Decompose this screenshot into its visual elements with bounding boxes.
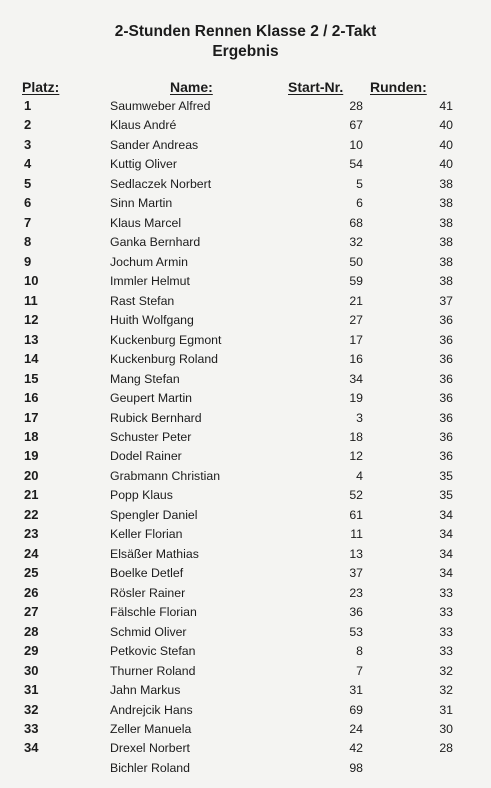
cell-start-nr: 52 [349, 488, 363, 503]
cell-start-nr: 4 [356, 468, 363, 483]
table-row [0, 154, 491, 173]
table-row [0, 700, 491, 719]
cell-platz: 16 [24, 390, 39, 406]
table-row [0, 174, 491, 193]
cell-start-nr: 27 [349, 313, 363, 328]
cell-runden: 34 [439, 527, 453, 542]
cell-start-nr: 69 [349, 702, 363, 717]
cell-platz: 23 [24, 526, 39, 542]
table-row [0, 232, 491, 251]
cell-name: Grabmann Christian [110, 468, 221, 483]
cell-runden: 38 [439, 274, 453, 289]
cell-name: Bichler Roland [110, 760, 190, 775]
cell-name: Schuster Peter [110, 429, 192, 444]
cell-start-nr: 34 [349, 371, 363, 386]
cell-name: Klaus André [110, 118, 177, 133]
cell-runden: 36 [439, 332, 453, 347]
cell-start-nr: 53 [349, 624, 363, 639]
table-row [0, 213, 491, 232]
cell-name: Rast Stefan [110, 293, 175, 308]
table-row [0, 291, 491, 310]
cell-start-nr: 18 [349, 429, 363, 444]
cell-name: Rubick Bernhard [110, 410, 202, 425]
cell-platz: 6 [24, 195, 32, 211]
cell-name: Drexel Norbert [110, 741, 190, 756]
cell-start-nr: 16 [349, 352, 363, 367]
header-start-nr: Start-Nr. [288, 79, 344, 95]
cell-start-nr: 5 [356, 176, 363, 191]
cell-runden: 36 [439, 391, 453, 406]
table-row [0, 466, 491, 485]
cell-name: Schmid Oliver [110, 624, 187, 639]
cell-runden: 28 [439, 741, 453, 756]
table-row [0, 641, 491, 660]
cell-start-nr: 6 [356, 196, 363, 211]
cell-platz: 10 [24, 273, 39, 289]
cell-runden: 36 [439, 429, 453, 444]
table-row [0, 680, 491, 699]
cell-name: Spengler Daniel [110, 507, 198, 522]
cell-start-nr: 8 [356, 644, 363, 659]
cell-platz: 7 [24, 214, 32, 230]
cell-runden: 38 [439, 176, 453, 191]
table-row [0, 661, 491, 680]
cell-platz: 34 [24, 740, 39, 756]
table-row [0, 524, 491, 543]
results-table [0, 96, 491, 777]
cell-name: Kuckenburg Egmont [110, 332, 222, 347]
cell-runden: 35 [439, 488, 453, 503]
cell-platz: 28 [24, 623, 39, 639]
cell-name: Klaus Marcel [110, 215, 182, 230]
cell-start-nr: 32 [349, 235, 363, 250]
cell-name: Dodel Rainer [110, 449, 182, 464]
cell-start-nr: 19 [349, 391, 363, 406]
cell-platz: 31 [24, 682, 39, 698]
cell-platz: 18 [24, 428, 39, 444]
cell-name: Ganka Bernhard [110, 235, 201, 250]
cell-start-nr: 28 [349, 99, 363, 113]
cell-platz: 3 [24, 136, 32, 152]
cell-runden: 30 [439, 722, 453, 736]
cell-name: Popp Klaus [110, 488, 173, 503]
table-row [0, 388, 491, 407]
cell-runden: 38 [439, 215, 453, 230]
cell-name: Geupert Martin [110, 391, 193, 406]
cell-name: Keller Florian [110, 527, 183, 542]
table-row [0, 369, 491, 388]
table-row [0, 758, 491, 777]
table-row [0, 330, 491, 349]
cell-runden: 41 [439, 99, 453, 113]
cell-start-nr: 10 [349, 137, 363, 152]
cell-platz: 11 [24, 292, 38, 308]
cell-runden: 33 [439, 624, 453, 639]
cell-platz: 17 [24, 409, 39, 425]
table-row [0, 310, 491, 329]
cell-start-nr: 37 [349, 566, 363, 581]
cell-name: Petkovic Stefan [110, 644, 196, 659]
table-row [0, 193, 491, 212]
table-row [0, 583, 491, 602]
cell-name: Fälschle Florian [110, 605, 197, 620]
cell-platz: 27 [24, 604, 39, 620]
cell-start-nr: 68 [349, 215, 363, 230]
table-row [0, 408, 491, 427]
cell-platz: 33 [24, 721, 39, 736]
cell-runden: 37 [439, 293, 453, 308]
cell-runden: 35 [439, 468, 453, 483]
header-platz: Platz: [22, 79, 60, 95]
document-title: 2-Stunden Rennen Klasse 2 / 2-Takt [114, 23, 377, 40]
cell-start-nr: 12 [349, 449, 363, 464]
cell-start-nr: 59 [349, 274, 363, 289]
cell-platz: 2 [24, 117, 32, 133]
cell-runden: 38 [439, 196, 453, 211]
cell-name: Jochum Armin [110, 254, 188, 269]
cell-start-nr: 42 [349, 741, 363, 756]
cell-platz: 12 [24, 312, 39, 328]
cell-name: Jahn Markus [110, 683, 181, 698]
cell-start-nr: 11 [350, 527, 363, 542]
cell-name: Rösler Rainer [110, 585, 186, 600]
document-subtitle: Ergebnis [212, 43, 279, 60]
cell-platz: 24 [24, 545, 39, 561]
cell-name: Kuckenburg Roland [110, 352, 219, 367]
cell-platz: 13 [24, 331, 39, 347]
cell-runden: 36 [439, 371, 453, 386]
cell-runden: 33 [439, 644, 453, 659]
cell-platz: 30 [24, 662, 39, 678]
table-row [0, 622, 491, 641]
cell-start-nr: 31 [349, 683, 363, 698]
cell-start-nr: 21 [349, 293, 363, 308]
table-row [0, 719, 491, 738]
cell-start-nr: 13 [349, 546, 363, 561]
cell-platz: 26 [24, 584, 39, 600]
cell-name: Sinn Martin [110, 196, 173, 211]
cell-runden: 38 [439, 235, 453, 250]
cell-start-nr: 67 [349, 118, 363, 133]
cell-runden: 32 [439, 683, 453, 698]
table-row [0, 427, 491, 446]
cell-runden: 34 [439, 566, 453, 581]
table-row [0, 544, 491, 563]
cell-platz: 14 [24, 351, 39, 367]
table-row [0, 135, 491, 154]
cell-name: Thurner Roland [110, 663, 196, 678]
table-row [0, 446, 491, 465]
table-row [0, 96, 491, 115]
cell-start-nr: 17 [349, 332, 363, 347]
table-row [0, 602, 491, 621]
cell-platz: 29 [24, 643, 39, 659]
cell-platz: 21 [24, 487, 39, 503]
cell-runden: 36 [439, 352, 453, 367]
cell-name: Mang Stefan [110, 371, 180, 386]
cell-platz: 32 [24, 701, 39, 717]
cell-runden: 40 [439, 137, 453, 152]
cell-runden: 34 [439, 546, 453, 561]
cell-platz: 9 [24, 253, 32, 269]
cell-platz: 20 [24, 467, 39, 483]
header-name: Name: [170, 79, 213, 95]
cell-runden: 40 [439, 157, 453, 172]
cell-runden: 38 [439, 254, 453, 269]
cell-runden: 36 [439, 449, 453, 464]
table-row [0, 738, 491, 757]
cell-platz: 15 [24, 370, 39, 386]
cell-start-nr: 7 [356, 663, 363, 678]
cell-platz: 5 [24, 175, 32, 191]
cell-runden: 40 [439, 118, 453, 133]
cell-start-nr: 50 [349, 254, 363, 269]
cell-platz: 1 [24, 98, 32, 113]
table-row [0, 485, 491, 504]
cell-start-nr: 3 [356, 410, 363, 425]
cell-runden: 36 [439, 410, 453, 425]
cell-platz: 22 [24, 506, 39, 522]
cell-platz: 4 [24, 156, 32, 172]
cell-platz: 8 [24, 234, 32, 250]
cell-name: Andrejcik Hans [110, 702, 193, 717]
cell-runden: 32 [439, 663, 453, 678]
cell-start-nr: 23 [349, 585, 363, 600]
cell-runden: 34 [439, 507, 453, 522]
cell-name: Elsäßer Mathias [110, 546, 199, 561]
cell-name: Immler Helmut [110, 274, 190, 289]
cell-name: Saumweber Alfred [110, 99, 211, 113]
cell-runden: 33 [439, 605, 453, 620]
cell-start-nr: 36 [349, 605, 363, 620]
cell-name: Sander Andreas [110, 137, 199, 152]
table-row [0, 563, 491, 582]
cell-start-nr: 98 [349, 760, 363, 775]
table-row [0, 115, 491, 134]
table-row [0, 271, 491, 290]
cell-name: Huith Wolfgang [110, 313, 194, 328]
header-runden: Runden: [370, 79, 427, 95]
table-row [0, 505, 491, 524]
cell-name: Kuttig Oliver [110, 157, 177, 172]
cell-runden: 31 [439, 702, 453, 717]
cell-platz: 25 [24, 565, 39, 581]
cell-platz: 19 [24, 448, 39, 464]
cell-name: Sedlaczek Norbert [110, 176, 212, 191]
table-row [0, 349, 491, 368]
cell-runden: 33 [439, 585, 453, 600]
cell-start-nr: 54 [349, 157, 363, 172]
cell-start-nr: 24 [349, 722, 363, 736]
cell-start-nr: 61 [349, 507, 363, 522]
table-row [0, 252, 491, 271]
cell-name: Zeller Manuela [110, 722, 192, 736]
cell-runden: 36 [439, 313, 453, 328]
cell-name: Boelke Detlef [110, 566, 184, 581]
